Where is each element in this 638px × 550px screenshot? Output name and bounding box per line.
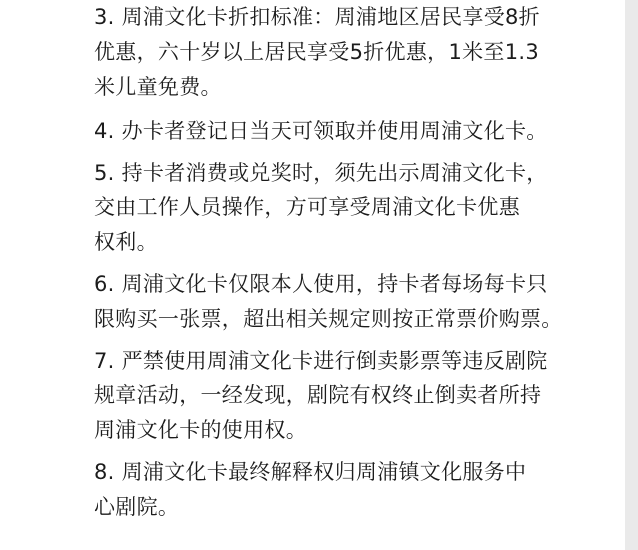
rule-7-line-3: 周浦文化卡的使用权。 [94,418,307,442]
rule-7-line-1: 7. 严禁使用周浦文化卡进行倒卖影票等违反剧院 [94,349,548,373]
rule-5-line-3: 权利。 [94,230,158,254]
rule-7-line-2: 规章活动，一经发现，剧院有权终止倒卖者所持 [94,383,542,407]
rule-5-line-1: 5. 持卡者消费或兑奖时，须先出示周浦文化卡， [94,161,548,185]
rule-3-line-2: 优惠，六十岁以上居民享受5折优惠，1米至1.3 [94,40,540,64]
rule-6-line-1: 6. 周浦文化卡仅限本人使用，持卡者每场每卡只 [94,272,548,296]
rule-6-line-2: 限购买一张票，超出相关规定则按正常票价购票。 [94,307,563,331]
rule-8-line-1: 8. 周浦文化卡最终解释权归周浦镇文化服务中 [94,460,527,484]
rule-5-line-2: 交由工作人员操作，方可享受周浦文化卡优惠 [94,195,520,219]
rule-4-line-1: 4. 办卡者登记日当天可领取并使用周浦文化卡。 [94,119,548,143]
rule-3-line-1: 3. 周浦文化卡折扣标准：周浦地区居民享受8折 [94,5,540,29]
rule-8-line-2: 心剧院。 [94,495,180,519]
rule-3-line-3: 米儿童免费。 [94,75,222,99]
